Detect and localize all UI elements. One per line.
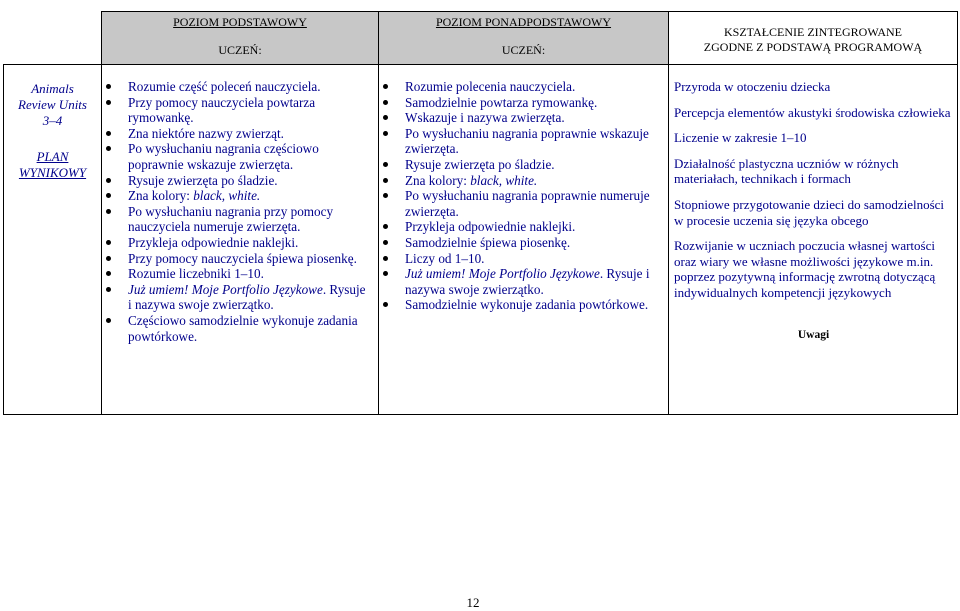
advanced-objectives-list <box>379 65 668 313</box>
integrated-item: Działalność plastyczna uczniów w różnych materiałach, technikach i formach <box>674 155 899 187</box>
page-number: 12 <box>466 595 480 610</box>
basic-objectives-list <box>102 65 378 344</box>
unit-range: 3–4 <box>42 113 63 128</box>
advanced-objective-item <box>405 188 662 219</box>
objective-text: Po wysłuchaniu nagrania poprawnie numeruje zwierzęta. <box>405 188 650 219</box>
advanced-objective-item <box>405 266 662 297</box>
basic-objective-item <box>128 173 372 189</box>
basic-objective-item <box>128 141 372 172</box>
header-advanced-level <box>379 12 669 65</box>
basic-objective-item <box>128 251 372 267</box>
content-row <box>4 65 958 415</box>
objective-text: Rozumie liczebniki 1–10. <box>128 266 264 282</box>
objective-italic-lead: Już umiem! Moje Portfolio Językowe <box>128 281 323 297</box>
objective-text: Zna kolory: <box>405 172 471 188</box>
objective-italic-text: black, white. <box>193 188 261 204</box>
advanced-objective-item <box>405 173 662 189</box>
advanced-objective-item <box>405 157 662 173</box>
integrated-title-line1: KSZTAŁCENIE ZINTEGROWANE <box>723 25 902 39</box>
integrated-cell <box>669 65 958 415</box>
basic-level-title: POZIOM PODSTAWOWY <box>173 15 307 29</box>
objective-text: Rysuje zwierzęta po śladzie. <box>405 156 555 172</box>
advanced-objective-item <box>405 110 662 126</box>
objective-text: Zna kolory: <box>128 188 194 204</box>
objective-text: Przy pomocy nauczyciela powtarza rymowankę. <box>128 94 316 126</box>
objective-text: Po wysłuchaniu nagrania przy pomocy nauczyciela numeruje zwierzęta. <box>128 203 334 235</box>
advanced-objective-item <box>405 235 662 251</box>
objective-text: . Rysuje i nazywa swoje zwierzątko. <box>405 266 650 297</box>
basic-student-label: UCZEŃ: <box>218 43 262 57</box>
objective-text: Przy pomocy nauczyciela śpiewa piosenkę. <box>128 250 357 266</box>
basic-objective-item <box>128 266 372 282</box>
learning-plan-table <box>3 11 958 415</box>
notes-label: Uwagi <box>797 328 830 341</box>
header-basic-level <box>102 12 379 65</box>
advanced-objective-item <box>405 126 662 157</box>
advanced-student-label: UCZEŃ: <box>501 43 546 57</box>
basic-objective-item <box>128 126 372 142</box>
integrated-item: Liczenie w zakresie 1–10 <box>674 130 807 146</box>
advanced-objective-item <box>405 251 662 267</box>
advanced-objectives-cell <box>379 65 669 415</box>
header-corner <box>4 12 102 65</box>
objective-text: Przykleja odpowiednie naklejki. <box>128 234 299 250</box>
basic-objectives-cell <box>102 65 379 415</box>
integrated-item: Przyroda w otoczeniu dziecka <box>674 79 831 94</box>
objective-text: Rozumie część poleceń nauczyciela. <box>128 79 321 94</box>
objective-text: Liczy od 1–10. <box>405 250 485 266</box>
basic-objective-item <box>128 235 372 251</box>
objective-text: Samodzielnie śpiewa piosenkę. <box>405 234 571 250</box>
objective-text: Przykleja odpowiednie naklejki. <box>405 219 576 235</box>
basic-objective-item <box>128 188 372 204</box>
basic-objective-item <box>128 313 372 344</box>
header-integrated <box>669 12 958 65</box>
basic-objective-item <box>128 204 372 235</box>
unit-sidebar <box>4 65 102 415</box>
objective-italic-lead: Już umiem! Moje Portfolio Językowe <box>405 266 600 282</box>
objective-text: Po wysłuchaniu nagrania częściowo poprawnie wskazuje zwierzęta. <box>128 141 319 172</box>
plan-label: PLAN <box>36 149 69 164</box>
integrated-item: Rozwijanie w uczniach poczucia własnej wartości oraz wiary we własne możliwości językowe m.in. poprzez pozytywną informację zwrotną dotyczącą indywidualnych kompetencji językowych <box>674 238 936 300</box>
integrated-list <box>674 79 953 301</box>
basic-objective-item <box>128 95 372 126</box>
objective-text: Rozumie polecenia nauczyciela. <box>405 79 576 94</box>
advanced-objective-item <box>405 95 662 111</box>
objective-text: . Rysuje i nazywa swoje zwierzątko. <box>128 281 366 313</box>
advanced-objective-item <box>405 79 662 95</box>
objective-text: Zna niektóre nazwy zwierząt. <box>128 125 284 141</box>
unit-subtitle: Review Units <box>18 97 87 112</box>
objective-text: Samodzielnie wykonuje zadania powtórkowe. <box>405 297 649 313</box>
header-row <box>4 12 958 65</box>
objective-text: Po wysłuchaniu nagrania poprawnie wskazuje zwierzęta. <box>405 125 649 157</box>
objective-italic-text: black, white. <box>470 172 538 188</box>
unit-title: Animals <box>31 81 74 96</box>
integrated-item: Stopniowe przygotowanie dzieci do samodzielności w procesie uczenia się języka obcego <box>674 196 945 228</box>
advanced-level-title: POZIOM PONADPODSTAWOWY <box>435 15 612 29</box>
plan-label-line2: WYNIKOWY <box>18 165 87 180</box>
basic-objective-item <box>128 79 372 95</box>
objective-text: Rysuje zwierzęta po śladzie. <box>128 172 278 188</box>
objective-text: Częściowo samodzielnie wykonuje zadania powtórkowe. <box>128 312 358 344</box>
basic-objective-item <box>128 282 372 313</box>
integrated-item: Percepcja elementów akustyki środowiska człowieka <box>674 104 951 120</box>
objective-text: Wskazuje i nazywa zwierzęta. <box>405 110 565 126</box>
integrated-title-line2: ZGODNE Z PODSTAWĄ PROGRAMOWĄ <box>703 40 923 54</box>
objective-text: Samodzielnie powtarza rymowankę. <box>405 94 598 110</box>
advanced-objective-item <box>405 297 662 313</box>
advanced-objective-item <box>405 219 662 235</box>
